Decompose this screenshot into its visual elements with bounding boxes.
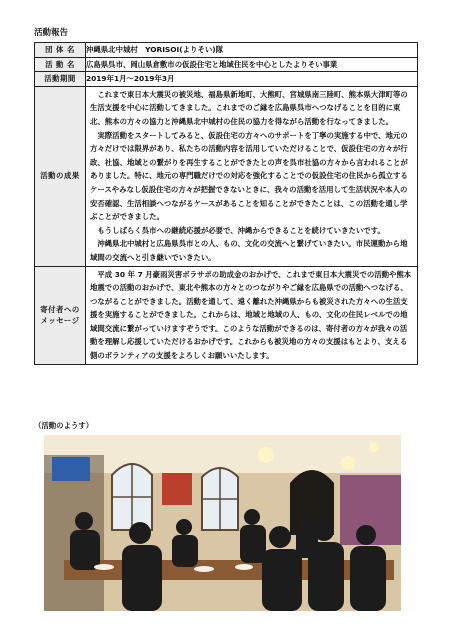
page-title: 活動報告 <box>34 28 69 38</box>
activity-name-value: 広島県呉市、岡山県倉敷市の仮設住宅と地域住民を中心としたよりそい事業 <box>86 57 418 72</box>
message-body <box>86 266 418 364</box>
message-label-line-2: メッセージ <box>40 316 80 326</box>
photo-lamp-2 <box>341 456 355 470</box>
photo-window-right <box>202 467 238 530</box>
row-group-name <box>35 43 418 58</box>
report-table <box>34 42 418 365</box>
row-results <box>35 86 418 266</box>
message-label-line-1: 寄付者への <box>40 305 80 315</box>
message-label <box>35 266 86 364</box>
results-paragraph-2: 実際活動をスタートしてみると、仮設住宅の方々へのサポートを丁寧の実施する中で、地元の方々だけでは限界があり、私たちの活動内容を活用していただけることで、仮設住宅の方々が行政、社協、地域との繋がりを再生することができたとの声を呉市社協の方々から言われることがありました。特に、地元の専門職だけでの対応を強化することでの仮設住宅の住民から孤立するケースやみなし仮設住宅の方々が把握できないときに、我々の活動を活用して生活状況や本人の安否確認、生活相談へつながるケースがあることを知ることができたことは、この活動を通し学ぶことができました。 <box>90 130 408 222</box>
row-message <box>35 266 418 364</box>
period-label: 活動期間 <box>35 72 86 87</box>
results-paragraph-1: これまで東日本大震災の被災地、福島県新地町、大熊町、宮城県南三陸町、熊本県大津町等の生活支援を中心に活動してきました。これまでのご縁を広島県呉市へつなげることを目的に東北、熊本の方々の協力と沖縄県北中城村の住民の協力を得ながら活動を行なってきました。 <box>90 89 408 126</box>
group-name-label: 団 体 名 <box>35 43 86 58</box>
activity-name-label: 活 動 名 <box>35 57 86 72</box>
activity-photo <box>44 435 401 611</box>
results-label: 活動の成果 <box>35 86 86 266</box>
photo-table <box>64 560 394 580</box>
row-activity-name <box>35 57 418 72</box>
activity-photo-illustration <box>44 435 401 611</box>
photo-window-left <box>112 463 152 530</box>
photo-lamp-3 <box>369 442 379 452</box>
results-paragraph-4: 沖縄県北中城村と広島県呉市との人、もの、文化の交流へと繋げていきたい。市民運動から地域間の交流へと引き継いでいきたい。 <box>90 239 408 262</box>
group-name-value: 沖縄県北中城村 YORISOI(よりそい)隊 <box>86 43 418 58</box>
results-body <box>86 86 418 266</box>
period-value: 2019年1月～2019年3月 <box>86 72 418 87</box>
photo-poster-red <box>162 473 192 505</box>
photo-caption: （活動のようす） <box>34 421 94 430</box>
row-period <box>35 72 418 87</box>
photo-lamp-1 <box>258 447 274 463</box>
results-paragraph-3: もうしばらく呉市への継続応援が必要で、沖縄からできることを続けていきたいです。 <box>97 225 385 235</box>
message-text: 平成 30 年 7 月豪雨災害ボラサポの助成金のおかげで、これまで東日本大震災での活動や熊本地震での活動のおかげで、東北や熊本の方々とのつながりやご縁を広島県での活動へつなげる、つながることができました。活動を通して、遠く離れた沖縄県からも被災された方々への生活支援を実施することができました。これからは、地域と地域の人、もの、文化の住民レベルでの地域間交流に繋がっていけますぞうです。このような活動ができるのは、寄付者の方々が我々の活動を理解し応援していただけるおかげです。これからも被災地の方々の支援はもとより、支える側のボランティアの支援をよろしくお願いいたします。 <box>90 269 412 361</box>
photo-poster-blue <box>52 457 90 481</box>
